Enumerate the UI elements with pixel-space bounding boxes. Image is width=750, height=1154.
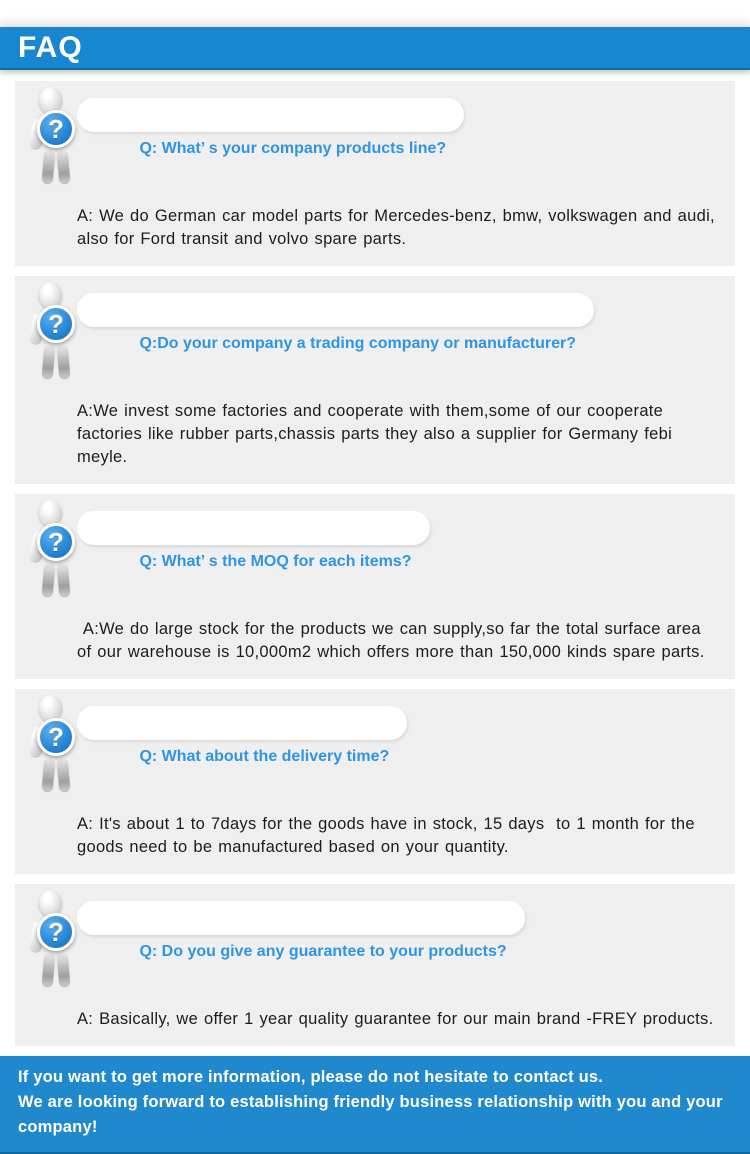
question-figure-icon	[31, 500, 79, 602]
answer-text: A: We do German car model parts for Mercedes-benz, bmw, volkswagen and audi, also for Ford transit and volvo spare parts.	[77, 207, 721, 248]
faq-item-5	[15, 884, 735, 1046]
question-text: Q: Do you give any guarantee to your products?	[139, 943, 507, 960]
question-figure-icon	[31, 87, 79, 189]
question-figure-icon	[31, 282, 79, 384]
question-mark-badge-icon	[37, 523, 75, 561]
figure-leg-left	[42, 346, 56, 379]
faq-item-4	[15, 689, 735, 874]
faq-header-bar	[0, 27, 750, 70]
question-figure-icon	[31, 890, 79, 992]
question-bubble	[77, 293, 594, 352]
figure-leg-right	[57, 346, 71, 379]
figure-leg-left	[42, 564, 56, 597]
figure-leg-left	[42, 151, 56, 184]
faq-content	[77, 901, 717, 1031]
answer-text: A:We do large stock for the products we can supply,so far the total surface area of our warehouse is 10,000m2 which offers more than 150,000 kinds spare parts.	[77, 620, 707, 661]
question-text: Q:Do your company a trading company or manufacturer?	[139, 335, 576, 352]
question-text: Q: What’ s your company products line?	[139, 140, 447, 157]
question-bubble	[77, 511, 430, 570]
faq-content	[77, 511, 717, 664]
faq-item-1	[15, 81, 735, 266]
question-bubble	[77, 901, 525, 960]
figure-leg-right	[57, 564, 71, 597]
faq-content	[77, 293, 717, 469]
figure-leg-right	[57, 759, 71, 792]
faq-item-2	[15, 276, 735, 484]
question-mark-glyph: ?	[48, 114, 64, 144]
answer-text: A: Basically, we offer 1 year quality guarantee for our main brand -FREY products.	[77, 1010, 714, 1028]
faq-content	[77, 98, 721, 251]
answer-text: A: It's about 1 to 7days for the goods have in stock, 15 days to 1 month for the goods need to be manufactured based on your quantity.	[77, 815, 701, 856]
question-mark-badge-icon	[37, 305, 75, 343]
question-figure-icon	[31, 695, 79, 797]
question-mark-badge-icon	[37, 110, 75, 148]
page-title: FAQ	[18, 30, 83, 64]
faq-content	[77, 706, 717, 859]
question-text: Q: What’ s the MOQ for each items?	[139, 553, 412, 570]
faq-item-3	[15, 494, 735, 679]
question-mark-glyph: ?	[48, 722, 64, 752]
question-bubble	[77, 706, 407, 765]
faq-page	[0, 27, 750, 1154]
contact-banner	[0, 1056, 750, 1154]
question-bubble	[77, 98, 464, 157]
question-mark-glyph: ?	[48, 527, 64, 557]
figure-leg-left	[42, 954, 56, 987]
contact-line-1: If you want to get more information, please do not hesitate to contact us.	[18, 1068, 604, 1086]
question-mark-glyph: ?	[48, 309, 64, 339]
contact-line-2: We are looking forward to establishing friendly business relationship with you and your company!	[18, 1093, 728, 1136]
question-mark-badge-icon	[37, 913, 75, 951]
figure-leg-right	[57, 954, 71, 987]
faq-list	[0, 70, 750, 1046]
question-text: Q: What about the delivery time?	[139, 748, 390, 765]
figure-leg-right	[57, 151, 71, 184]
question-mark-glyph: ?	[48, 917, 64, 947]
answer-text: A:We invest some factories and cooperate with them,some of our cooperate factories like rubber parts,chassis parts they also a supplier for Germany febi meyle.	[77, 402, 678, 466]
question-mark-badge-icon	[37, 718, 75, 756]
figure-leg-left	[42, 759, 56, 792]
